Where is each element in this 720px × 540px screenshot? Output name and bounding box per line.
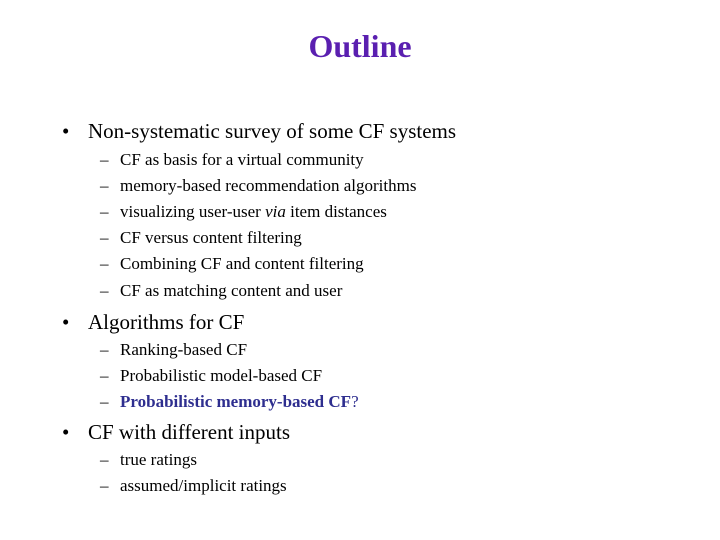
dash-icon: – bbox=[100, 340, 109, 359]
dash-icon: – bbox=[100, 450, 109, 469]
sub-item-emphasis: via bbox=[265, 202, 286, 221]
sub-item-text: CF versus content filtering bbox=[120, 228, 302, 247]
sub-item bbox=[100, 339, 247, 361]
dash-icon: – bbox=[100, 392, 109, 411]
bullet-icon: • bbox=[62, 420, 70, 444]
question-mark: ? bbox=[351, 392, 359, 411]
sub-item-text: Combining CF and content filtering bbox=[120, 254, 364, 273]
sub-item bbox=[100, 280, 342, 302]
sub-item-highlighted bbox=[100, 391, 359, 413]
bullet-item-inputs bbox=[62, 419, 290, 445]
dash-icon: – bbox=[100, 202, 109, 221]
sub-item bbox=[100, 149, 364, 171]
dash-icon: – bbox=[100, 150, 109, 169]
bullet-text: Algorithms for CF bbox=[88, 310, 245, 334]
sub-item-text: assumed/implicit ratings bbox=[120, 476, 287, 495]
dash-icon: – bbox=[100, 281, 109, 300]
sub-item-text: Probabilistic model-based CF bbox=[120, 366, 323, 385]
dash-icon: – bbox=[100, 366, 109, 385]
bullet-item-survey bbox=[62, 118, 456, 144]
sub-item bbox=[100, 227, 302, 249]
sub-item-text: visualizing user-user bbox=[120, 202, 266, 221]
bullet-text: Non-systematic survey of some CF systems bbox=[88, 119, 457, 143]
sub-item bbox=[100, 475, 287, 497]
sub-item bbox=[100, 175, 416, 197]
sub-item-text: memory-based recommendation algorithms bbox=[120, 176, 417, 195]
dash-icon: – bbox=[100, 476, 109, 495]
sub-item bbox=[100, 253, 364, 275]
sub-item-text: CF as basis for a virtual community bbox=[120, 150, 364, 169]
dash-icon: – bbox=[100, 254, 109, 273]
sub-item bbox=[100, 365, 322, 387]
slide-title: Outline bbox=[308, 28, 412, 64]
sub-item-text: Probabilistic memory-based CF bbox=[120, 392, 352, 411]
dash-icon: – bbox=[100, 176, 109, 195]
bullet-icon: • bbox=[62, 119, 70, 143]
sub-item-text: Ranking-based CF bbox=[120, 340, 248, 359]
dash-icon: – bbox=[100, 228, 109, 247]
bullet-icon: • bbox=[62, 310, 70, 334]
sub-item-text: item distances bbox=[285, 202, 387, 221]
sub-item bbox=[100, 449, 197, 471]
bullet-item-algorithms bbox=[62, 309, 244, 335]
sub-item-text: CF as matching content and user bbox=[120, 281, 343, 300]
sub-item-text: true ratings bbox=[120, 450, 197, 469]
sub-item bbox=[100, 201, 387, 223]
bullet-text: CF with different inputs bbox=[88, 420, 291, 444]
